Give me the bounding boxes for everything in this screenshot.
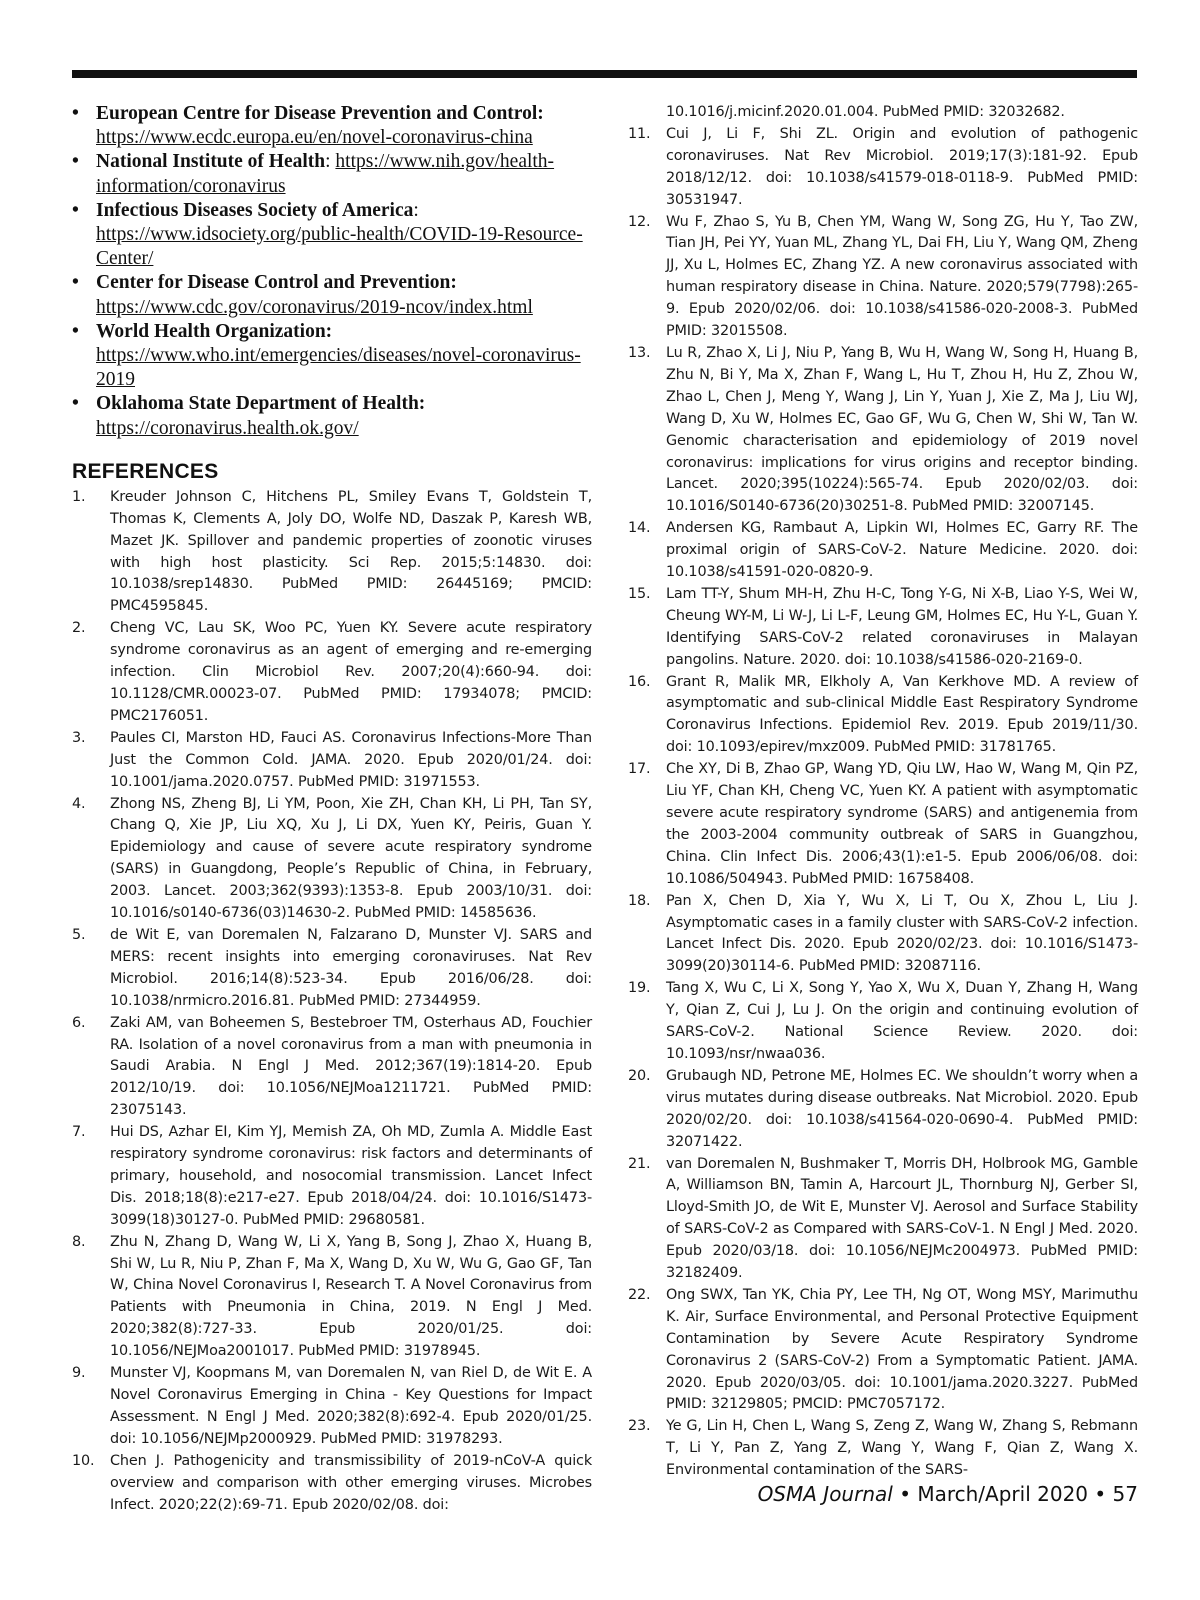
reference-item — [628, 891, 1138, 979]
resource-org: National Institute of Health — [96, 151, 326, 173]
reference-text: 10.1016/j.micinf.2020.01.004. PubMed PMID: 32032682. — [666, 104, 1065, 120]
reference-text: Grubaugh ND, Petrone ME, Holmes EC. We shouldn’t worry when a virus mutates during disease outbreaks. Nat Microbiol. 2020. Epub 2020/02/20. doi: 10.1038/s41564-020-0690-4. PubMed PMID: 32071422. — [666, 1067, 1138, 1150]
reference-item — [72, 728, 592, 794]
reference-text: Cheng VC, Lau SK, Woo PC, Yuen KY. Severe acute respiratory syndrome coronavirus as an agent of emerging and re-emerging infection. Clin Microbiol Rev. 2007;20(4):660-94. doi: 10.1128/CMR.00023-07. PubMed PMID: 17934078; PMCID: PMC2176051. — [110, 620, 592, 724]
reference-number: 3. — [72, 729, 86, 746]
resource-org: Infectious Diseases Society of America — [96, 199, 414, 221]
top-rule — [72, 70, 1137, 78]
reference-text: Lu R, Zhao X, Li J, Niu P, Yang B, Wu H, Wang W, Song H, Huang B, Zhu N, Bi Y, Ma X, Zhan F, Wang L, Hu T, Zhou H, Hu Z, Zhou W, Zhao L, Chen J, Meng Y, Wang J, Lin Y, Yuan J, Xie Z, Ma J, Liu WJ, Wang D, Xu W, Holmes EC, Gao GF, Wu G, Chen W, Shi W, Tan W. Genomic characterisation and epidemiology of 2019 novel coronavirus: implications for virus origins and receptor binding. Lancet. 2020;395(10224):565-74. Epub 2020/02/03. doi: 10.1016/S0140-6736(20)30251-8. PubMed PMID: 32007145. — [666, 344, 1138, 515]
resource-item-cdc — [72, 271, 592, 319]
reference-text: de Wit E, van Doremalen N, Falzarano D, Munster VJ. SARS and MERS: recent insights into emerging coronaviruses. Nat Rev Microbiol. 2016;14(8):523-34. Epub 2016/06/28. doi: 10.1038/nrmicro.2016.81. PubMed PMID: 27344959. — [110, 926, 592, 1009]
reference-text: Andersen KG, Rambaut A, Lipkin WI, Holmes EC, Garry RF. The proximal origin of SARS-CoV-2. Nature Medicine. 2020. doi: 10.1038/s41591-020-0820-9. — [666, 520, 1138, 581]
reference-number: 22. — [628, 1286, 651, 1303]
reference-item — [72, 1363, 592, 1451]
right-column — [628, 102, 1138, 1482]
resource-org: Oklahoma State Department of Health: — [96, 393, 426, 415]
reference-number: 7. — [72, 1124, 86, 1141]
reference-number: 5. — [72, 926, 86, 943]
reference-text: Hui DS, Azhar EI, Kim YJ, Memish ZA, Oh MD, Zumla A. Middle East respiratory syndrome coronavirus: risk factors and determinants of primary, household, and nosocomial transmission. Lancet Infect Dis. 2018;18(8):e217-e27. Epub 2018/04/24. doi: 10.1016/S1473-3099(18)30127-0. PubMed PMID: 29680581. — [110, 1124, 592, 1228]
reference-number: 13. — [628, 344, 651, 361]
resource-link-nih[interactable]: https://www.nih.gov/health-information/coronavirus — [96, 151, 555, 197]
reference-text: van Doremalen N, Bushmaker T, Morris DH, Holbrook MG, Gamble A, Williamson BN, Tamin A, Harcourt JL, Thornburg NJ, Gerber SI, Lloyd-Smith JO, de Wit E, Munster VJ. Aerosol and Surface Stability of SARS-CoV-2 as Compared with SARS-CoV-1. N Engl J Med. 2020. Epub 2020/03/18. doi: 10.1056/NEJMc2004973. PubMed PMID: 32182409. — [666, 1155, 1138, 1282]
reference-item — [72, 487, 592, 618]
footer-separator: • — [899, 1482, 911, 1506]
resource-item-ecdc — [72, 102, 592, 150]
footer-separator: • — [1094, 1482, 1107, 1506]
reference-number: 4. — [72, 795, 86, 812]
reference-item — [628, 759, 1138, 890]
reference-text: Chen J. Pathogenicity and transmissibility of 2019-nCoV-A quick overview and comparison with other emerging viruses. Microbes Infect. 2020;22(2):69-71. Epub 2020/02/08. doi: — [110, 1452, 592, 1513]
reference-number: 6. — [72, 1014, 86, 1031]
reference-text: Zhu N, Zhang D, Wang W, Li X, Yang B, Song J, Zhao X, Huang B, Shi W, Lu R, Niu P, Zhan F, Ma X, Wang D, Xu W, Wu G, Gao GF, Tan W, China Novel Coronavirus I, Research T. A Novel Coronavirus from Patients with Pneumonia in China, 2019. N Engl J Med. 2020;382(8):727-33. Epub 2020/01/25. doi: 10.1056/NEJMoa2001017. PubMed PMID: 31978945. — [110, 1233, 592, 1360]
reference-text: Wu F, Zhao S, Yu B, Chen YM, Wang W, Song ZG, Hu Y, Tao ZW, Tian JH, Pei YY, Yuan ML, Zhang YL, Dai FH, Liu Y, Wang QM, Zheng JJ, Xu L, Holmes EC, Zhang YZ. A new coronavirus associated with human respiratory disease in China. Nature. 2020;579(7798):265-9. Epub 2020/02/06. doi: 10.1038/s41586-020-2008-3. PubMed PMID: 32015508. — [666, 213, 1138, 340]
reference-item — [72, 1232, 592, 1363]
reference-item — [72, 1013, 592, 1123]
resource-org: European Centre for Disease Prevention and Control: — [96, 103, 544, 124]
resource-item-idsa: • Infectious Diseases Society of America: https://www.idsociety.org/public-health/COVID-19-Resource-Center/ — [72, 199, 592, 272]
reference-text: Che XY, Di B, Zhao GP, Wang YD, Qiu LW, Hao W, Wang M, Qin PZ, Liu YF, Chan KH, Cheng VC, Yuen KY. A patient with asymptomatic severe acute respiratory syndrome (SARS) and antigenemia from the 2003-2004 community outbreak of SARS in Guangzhou, China. Clin Infect Dis. 2006;43(1):e1-5. Epub 2006/06/08. doi: 10.1086/504943. PubMed PMID: 16758408. — [666, 761, 1138, 887]
reference-continuation — [628, 102, 1138, 124]
left-column — [72, 102, 592, 1516]
resource-item-osdh — [72, 392, 592, 440]
reference-list-right — [628, 102, 1138, 1482]
reference-text: Kreuder Johnson C, Hitchens PL, Smiley Evans T, Goldstein T, Thomas K, Clements A, Joly DO, Wolfe ND, Daszak P, Karesh WB, Mazet JK. Spillover and pandemic properties of zoonotic viruses with high host plasticity. Sci Rep. 2015;5:14830. doi: 10.1038/srep14830. PubMed PMID: 26445169; PMCID: PMC4595845. — [110, 488, 592, 615]
reference-item — [72, 1122, 592, 1232]
reference-number: 18. — [628, 892, 651, 909]
reference-number: 2. — [72, 620, 86, 637]
issue-date: March/April 2020 — [917, 1482, 1089, 1506]
reference-text: Zaki AM, van Boheemen S, Bestebroer TM, Osterhaus AD, Fouchier RA. Isolation of a novel coronavirus from a man with pneumonia in Saudi Arabia. N Engl J Med. 2012;367(19):1814-20. Epub 2012/10/19. doi: 10.1056/NEJMoa1211721. PubMed PMID: 23075143. — [110, 1014, 592, 1119]
reference-text: Tang X, Wu C, Li X, Song Y, Yao X, Wu X, Duan Y, Zhang H, Wang Y, Qian Z, Cui J, Lu J. On the origin and continuing evolution of SARS-CoV-2. National Science Review. 2020. doi: 10.1093/nsr/nwaa036. — [666, 980, 1138, 1062]
resource-link-idsa[interactable]: https://www.idsociety.org/public-health/COVID-19-Resource-Center/ — [96, 224, 583, 270]
reference-item — [628, 1066, 1138, 1154]
reference-number: 23. — [628, 1418, 651, 1435]
reference-number: 10. — [72, 1452, 95, 1469]
page-number: 57 — [1112, 1482, 1138, 1506]
references-heading: REFERENCES — [72, 459, 219, 483]
reference-item — [72, 618, 592, 728]
reference-text: Ong SWX, Tan YK, Chia PY, Lee TH, Ng OT, Wong MSY, Marimuthu K. Air, Surface Environmental, and Personal Protective Equipment Contamination by Severe Acute Respiratory Syndrome Coronavirus 2 (SARS-CoV-2) From a Symptomatic Patient. JAMA. 2020. Epub 2020/03/05. doi: 10.1001/jama.2020.3227. PubMed PMID: 32129805; PMCID: PMC7057172. — [666, 1286, 1138, 1413]
reference-number: 15. — [628, 585, 651, 602]
resource-link-who[interactable]: https://www.who.int/emergencies/diseases/novel-coronavirus-2019 — [96, 345, 581, 391]
reference-item — [72, 1451, 592, 1517]
reference-item — [628, 343, 1138, 518]
resource-org: World Health Organization: — [96, 320, 333, 342]
resource-link-cdc[interactable]: https://www.cdc.gov/coronavirus/2019-ncov/index.html — [96, 296, 533, 318]
reference-item — [628, 212, 1138, 343]
reference-number: 8. — [72, 1233, 86, 1250]
reference-number: 14. — [628, 520, 651, 537]
reference-text: Pan X, Chen D, Xia Y, Wu X, Li T, Ou X, Zhou L, Liu J. Asymptomatic cases in a family cluster with SARS-CoV-2 infection. Lancet Infect Dis. 2020. Epub 2020/02/23. doi: 10.1016/S1473-3099(20)30114-6. PubMed PMID: 32087116. — [666, 892, 1138, 975]
reference-number: 1. — [72, 488, 86, 505]
reference-list-left — [72, 487, 592, 1517]
reference-text: Munster VJ, Koopmans M, van Doremalen N, van Riel D, de Wit E. A Novel Coronavirus Emerging in China - Key Questions for Impact Assessment. N Engl J Med. 2020;382(8):692-4. Epub 2020/01/25. doi: 10.1056/NEJMp2000929. PubMed PMID: 31978293. — [110, 1365, 592, 1447]
reference-number: 9. — [72, 1365, 86, 1382]
reference-item — [628, 1285, 1138, 1416]
reference-item — [628, 124, 1138, 212]
resource-list — [72, 102, 592, 441]
resource-link-ecdc[interactable]: https://www.ecdc.europa.eu/en/novel-coronavirus-china — [96, 127, 533, 149]
reference-item — [628, 518, 1138, 584]
reference-number: 17. — [628, 761, 651, 778]
reference-text: Zhong NS, Zheng BJ, Li YM, Poon, Xie ZH, Chan KH, Li PH, Tan SY, Chang Q, Xie JP, Liu XQ, Xu J, Li DX, Yuen KY, Peiris, Guan Y. Epidemiology and cause of severe acute respiratory syndrome (SARS) in Guangdong, People’s Republic of China, in February, 2003. Lancet. 2003;362(9393):1353-8. Epub 2003/10/31. doi: 10.1016/s0140-6736(03)14630-2. PubMed PMID: 14585636. — [110, 795, 592, 922]
journal-name: OSMA Journal — [757, 1482, 893, 1506]
reference-number: 19. — [628, 980, 651, 997]
reference-number: 16. — [628, 673, 651, 690]
resource-item-who — [72, 320, 592, 393]
reference-number: 11. — [628, 125, 651, 142]
reference-item — [72, 925, 592, 1013]
resource-link-osdh[interactable]: https://coronavirus.health.ok.gov/ — [96, 417, 359, 439]
reference-number: 20. — [628, 1067, 651, 1084]
reference-number: 12. — [628, 213, 651, 230]
reference-item — [72, 794, 592, 925]
reference-text: Cui J, Li F, Shi ZL. Origin and evolution of pathogenic coronaviruses. Nat Rev Microbiol. 2019;17(3):181-92. Epub 2018/12/12. doi: 10.1038/s41579-018-0118-9. PubMed PMID: 30531947. — [666, 125, 1138, 208]
resource-item-nih: • National Institute of Health: https://www.nih.gov/health-information/coronavirus — [72, 150, 592, 198]
resource-org: Center for Disease Control and Prevention: — [96, 272, 457, 294]
reference-item — [628, 978, 1138, 1066]
page-footer — [758, 1482, 1138, 1506]
reference-item — [628, 672, 1138, 760]
reference-text: Lam TT-Y, Shum MH-H, Zhu H-C, Tong Y-G, Ni X-B, Liao Y-S, Wei W, Cheung WY-M, Li W-J, Li L-F, Leung GM, Holmes EC, Hu Y-L, Guan Y. Identifying SARS-CoV-2 related coronaviruses in Malayan pangolins. Nature. 2020. doi: 10.1038/s41586-020-2169-0. — [666, 585, 1138, 668]
reference-item — [628, 584, 1138, 672]
reference-text: Paules CI, Marston HD, Fauci AS. Coronavirus Infections-More Than Just the Common Cold. JAMA. 2020. Epub 2020/01/24. doi: 10.1001/jama.2020.0757. PubMed PMID: 31971553. — [110, 729, 592, 790]
reference-text: Ye G, Lin H, Chen L, Wang S, Zeng Z, Wang W, Zhang S, Rebmann T, Li Y, Pan Z, Yang Z, Wang Y, Wang F, Qian Z, Wang X. Environmental contamination of the SARS- — [666, 1418, 1138, 1479]
reference-number: 21. — [628, 1155, 651, 1172]
reference-text: Grant R, Malik MR, Elkholy A, Van Kerkhove MD. A review of asymptomatic and sub-clinical Middle East Respiratory Syndrome Coronavirus Infections. Epidemiol Rev. 2019. Epub 2019/11/30. doi: 10.1093/epirev/mxz009. PubMed PMID: 31781765. — [666, 673, 1138, 756]
reference-item — [628, 1416, 1138, 1482]
reference-item — [628, 1154, 1138, 1285]
